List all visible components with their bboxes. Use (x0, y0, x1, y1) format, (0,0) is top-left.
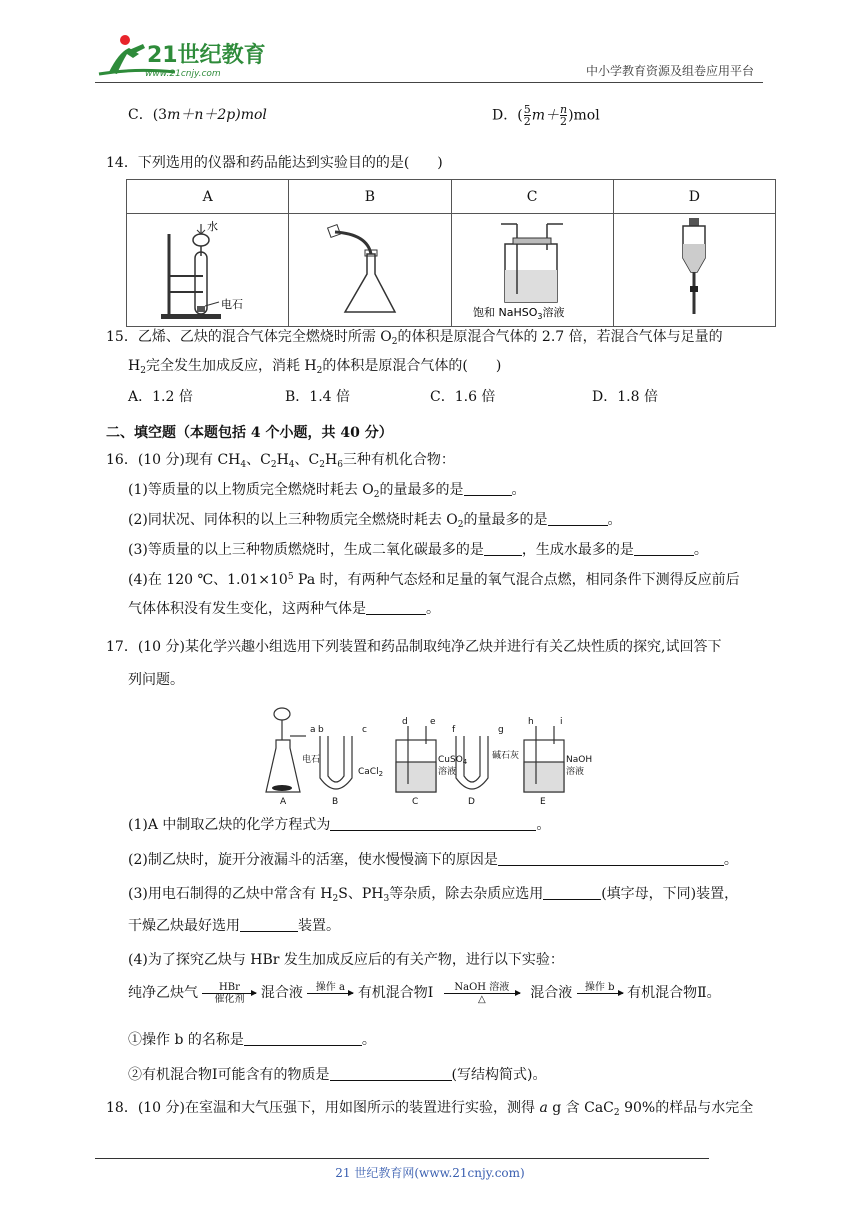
apparatus-b (289, 214, 451, 327)
q13-option-d: D．( $\frac{5}{2}$ m＋ $\frac{n}{2}$ )mol (492, 103, 600, 128)
col-c-header: C (451, 180, 613, 214)
q17-part1: (1)A 中制取乙炔的化学方程式为 。 (128, 817, 551, 833)
q15-option-a: A．1.2 倍 (128, 389, 193, 405)
q17-stem-line1: 17．(10 分)某化学兴趣小组选用下列装置和药品制取纯净乙炔并进行有关乙炔性质的探究,试回答下 (106, 639, 722, 655)
answer-blank[interactable] (634, 541, 694, 556)
svg-text:a: a (310, 725, 316, 735)
svg-text:CaCl2: CaCl$_2$ (358, 767, 384, 778)
q17-apparatus-diagram (266, 700, 593, 808)
apparatus-d (613, 214, 775, 327)
svg-text:水: 水 (206, 220, 218, 233)
svg-text:i: i (560, 717, 563, 727)
q15-option-c: C．1.6 倍 (430, 389, 496, 405)
svg-text:碱石灰: 碱石灰 (492, 751, 520, 761)
q16-stem: 16．(10 分)现有 $CH_4$、$C_2H_4$、$C_2H_6$三种有机化合物： (106, 452, 455, 470)
apparatus-a (127, 214, 289, 327)
fraction: $\frac{5}{2}$ (523, 103, 531, 128)
svg-text:c: c (362, 725, 367, 735)
q15-option-d: D．1.8 倍 (592, 389, 658, 405)
header-divider (95, 82, 763, 83)
q17-flow-scheme: 纯净乙炔气 HBr 催化剂 混合液 操作 a 有机混合物Ⅰ NaOH 溶液 △ 混合液 操作 b 有机混合物Ⅱ。 (128, 981, 721, 1005)
q17-stem-line2: 列问题。 (128, 672, 184, 688)
answer-blank[interactable] (244, 1031, 362, 1046)
answer-blank[interactable] (484, 541, 522, 556)
svg-text:溶液: 溶液 (438, 767, 457, 777)
fraction: $\frac{n}{2}$ (559, 103, 568, 128)
q17-part2: (2)制乙炔时，旋开分液漏斗的活塞，使水慢慢滴下的原因是 。 (128, 852, 738, 868)
svg-text:www.21cnjy.com: www.21cnjy.com (145, 69, 221, 79)
svg-text:溶液: 溶液 (566, 767, 585, 777)
arrow-naoh: NaOH 溶液 △ (444, 982, 520, 1005)
svg-text:21世纪教育: 21世纪教育 (147, 43, 266, 68)
col-b-header: B (289, 180, 451, 214)
q17-sub2: ②有机混合物Ⅰ可能含有的物质是 (写结构简式)。 (128, 1067, 547, 1083)
q16-part1: (1)等质量的以上物质完全燃烧时耗去 $O_2$的量最多的是 。 (128, 482, 526, 500)
svg-text:电石: 电石 (302, 755, 321, 765)
answer-blank[interactable] (548, 511, 608, 526)
svg-text:d: d (402, 717, 408, 727)
site-logo (95, 28, 265, 82)
footer-divider (95, 1158, 709, 1159)
q16-part4-line1: (4)在 120 ℃、$1.01\times 10^5$ Pa 时，有两种气态烃和足量的氧气混合点燃，相同条件下测得反应前后 (128, 572, 740, 588)
answer-blank[interactable] (543, 885, 601, 900)
q17-sub1: ①操作 b 的名称是 。 (128, 1032, 376, 1048)
svg-text:e: e (430, 717, 436, 727)
svg-text:C: C (412, 797, 419, 807)
q16-part3: (3)等质量的以上三种物质燃烧时，生成二氧化碳最多的是 ，生成水最多的是 。 (128, 542, 708, 558)
arrow-operation-a: 操作 a (307, 982, 353, 1005)
answer-blank[interactable] (330, 816, 536, 831)
q16-part2: (2)同状况、同体积的以上三种物质完全燃烧时耗去 $O_2$的量最多的是 。 (128, 512, 622, 530)
svg-text:h: h (528, 717, 534, 727)
svg-text:b: b (318, 725, 324, 735)
svg-text:电石: 电石 (220, 298, 243, 311)
q15-stem-line2: $H_2$完全发生加成反应，消耗 $H_2$的体积是原混合气体的( ) (128, 358, 502, 376)
q18-stem: 18．(10 分)在室温和大气压强下，用如图所示的装置进行实验，测得 a g 含 CaC$_2$ 90%的样品与水完全 (106, 1100, 754, 1118)
answer-blank[interactable] (240, 917, 298, 932)
footer-link[interactable]: 21 世纪教育网(www.21cnjy.com) (335, 1166, 525, 1180)
svg-text:饱和 NaHSO3溶液: 饱和 NaHSO$_3$溶液 (473, 306, 565, 321)
apparatus-c (451, 214, 613, 327)
answer-blank[interactable] (498, 851, 724, 866)
q15-stem-line1: 15．乙烯、乙炔的混合气体完全燃烧时所需 $O_2$的体积是原混合气体的 2.7 倍，若混合气体与足量的 (106, 329, 723, 347)
svg-text:NaOH: NaOH (566, 755, 593, 765)
answer-blank[interactable] (464, 481, 512, 496)
arrow-hbr: HBr 催化剂 (202, 982, 256, 1005)
q13-option-c: C．(3m＋n＋2p)mol (128, 107, 267, 123)
svg-text:D: D (468, 797, 475, 807)
runner-logo-icon (95, 28, 265, 82)
col-d-header: D (613, 180, 775, 214)
col-a-header: A (127, 180, 289, 214)
q17-part3-line1: (3)用电石制得的乙炔中常含有 $H_2S$、$PH_3$等杂质，除去杂质应选用 (填字母，下同)装置， (128, 886, 739, 904)
q17-part3-line2: 干燥乙炔最好选用 装置。 (128, 918, 340, 934)
q14-options-table (126, 179, 776, 327)
q17-part4: (4)为了探究乙炔与 HBr 发生加成反应后的有关产物，进行以下实验： (128, 952, 564, 968)
answer-blank[interactable] (330, 1066, 452, 1081)
arrow-operation-b: 操作 b (577, 982, 623, 1005)
svg-text:B: B (332, 797, 339, 807)
q15-option-b: B．1.4 倍 (285, 389, 351, 405)
svg-text:CuSO4: CuSO$_4$ (438, 755, 468, 766)
svg-text:f: f (452, 725, 456, 735)
answer-blank[interactable] (366, 600, 426, 615)
svg-text:g: g (498, 725, 504, 735)
svg-text:E: E (540, 797, 546, 807)
svg-text:A: A (280, 797, 287, 807)
section-heading: 二、填空题（本题包括 4 个小题，共 40 分） (106, 425, 393, 441)
q16-part4-line2: 气体体积没有发生变化，这两种气体是 。 (128, 601, 440, 617)
platform-name: 中小学教育资源及组卷应用平台 (585, 64, 754, 78)
q14-stem: 14．下列选用的仪器和药品能达到实验目的的是( ) (106, 155, 443, 171)
